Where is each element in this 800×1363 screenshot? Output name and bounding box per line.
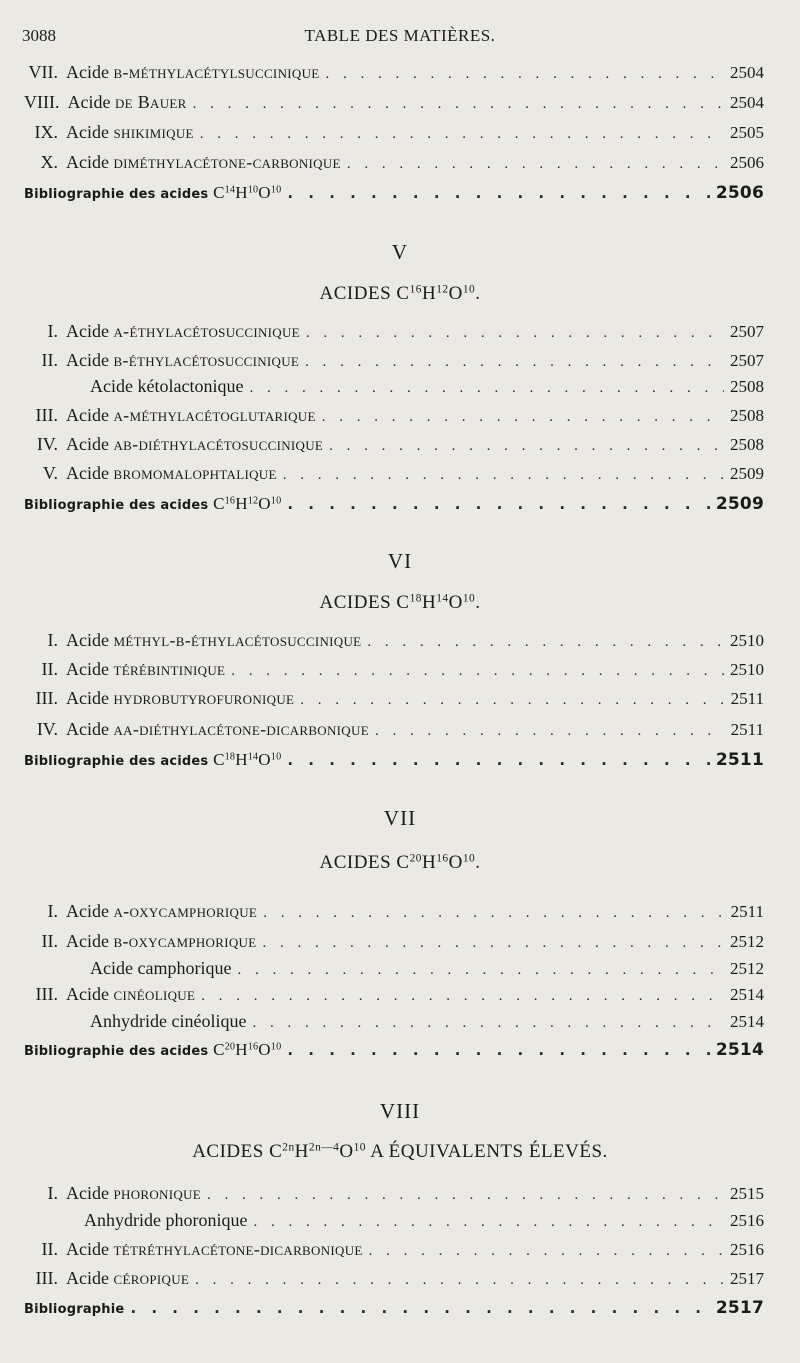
page-ref: 2517 [730, 1269, 764, 1288]
dot-leader [287, 495, 710, 513]
page-ref: 2511 [730, 720, 764, 739]
chemical-formula: $C^{18}H^{14}O^{10}$ [213, 750, 282, 769]
page-ref: 2511 [730, 902, 764, 921]
toc-subentry: Acide kétolactonique . . . 2508 [24, 376, 764, 397]
page-ref: 2504 [730, 93, 764, 112]
dot-leader [306, 325, 724, 342]
dot-leader [252, 1015, 724, 1032]
bibliography-entry: Bibliographie . . . 2517 [24, 1298, 764, 1318]
dot-leader [347, 156, 724, 173]
section-title: ACIDES $C^{2n}H^{2n—4}O^{10}$ A ÉQUIVALENTS ÉLEVÉS. [192, 1141, 608, 1162]
dot-leader [201, 988, 724, 1005]
section-numeral: VI [387, 549, 413, 573]
section-numeral: V [391, 240, 409, 264]
dot-leader [367, 634, 724, 651]
page-ref: 2512 [730, 932, 764, 951]
toc-entry: III. Acide α-méthylacétoglutarique . . . 2508 [24, 405, 764, 426]
running-title: TABLE DES MATIÈRES. [304, 26, 496, 45]
page-ref: 2512 [730, 959, 764, 978]
dot-leader [130, 1299, 709, 1317]
page-number: 3088 [22, 26, 56, 45]
section-numeral: VIII [379, 1099, 421, 1123]
dot-leader [300, 692, 724, 709]
toc-entry: III. Acide cinéolique . . . 2514 [24, 984, 764, 1005]
toc-entry: II. Acide β-éthylacétosuccinique . . . 2507 [24, 350, 764, 371]
toc-subentry: Anhydride phoronique . . . 2516 [24, 1210, 764, 1231]
toc-entry: X. Acide diméthylacétone-carbonique . . . 2506 [24, 152, 764, 173]
dot-leader [237, 962, 724, 979]
dot-leader [195, 1272, 724, 1289]
page-ref: 2510 [730, 660, 764, 679]
toc-subentry: Anhydride cinéolique . . . 2514 [24, 1011, 764, 1032]
page-header [22, 26, 778, 56]
dot-leader [249, 380, 724, 397]
dot-leader [207, 1187, 724, 1204]
page-ref: 2504 [730, 63, 764, 82]
dot-leader [200, 126, 724, 143]
page-ref: 2514 [715, 1040, 764, 1060]
toc-entry: I. Acide α-oxycamphorique . . . 2511 [24, 901, 764, 922]
dot-leader [287, 184, 710, 202]
toc-entry: I. Acide α-éthylacétosuccinique . . . 2507 [24, 321, 764, 342]
page-ref: 2514 [730, 1012, 764, 1031]
toc-entry: II. Acide tétréthylacétone-dicarbonique . . . 2516 [24, 1239, 764, 1260]
toc-subentry: Acide camphorique . . . 2512 [24, 958, 764, 979]
toc-entry: II. Acide β-oxycamphorique . . . 2512 [24, 931, 764, 952]
page-ref: 2508 [730, 406, 764, 425]
page-ref: 2507 [730, 351, 764, 370]
toc-entry: V. Acide bromomalophtalique . . . 2509 [24, 463, 764, 484]
dot-leader [375, 723, 725, 740]
section-title: ACIDES $C^{16}H^{12}O^{10}$. [319, 283, 481, 304]
dot-leader [262, 935, 724, 952]
chemical-formula: $C^{20}H^{16}O^{10}$ [213, 1040, 282, 1059]
toc-entry: I. Acide méthyl-β-éthylacétosuccinique . . . 2510 [24, 630, 764, 651]
page-ref: 2511 [715, 750, 764, 770]
dot-leader [231, 663, 724, 680]
toc-entry: IV. Acide αβ-diéthylacétosuccinique . . . 2508 [24, 434, 764, 455]
page-ref: 2509 [730, 464, 764, 483]
bibliography-entry: Bibliographie des acides $C^{14}H^{10}O^{10}$ . . . 2506 [24, 183, 764, 203]
dot-leader [253, 1214, 724, 1231]
dot-leader [263, 905, 724, 922]
toc-entry: IV. Acide αα-diéthylacétone-dicarbonique . . . 2511 [24, 719, 764, 740]
dot-leader [329, 438, 724, 455]
dot-leader [283, 467, 724, 484]
page-ref: 2506 [715, 183, 764, 203]
dot-leader [326, 66, 724, 83]
section-numeral: VII [383, 806, 417, 830]
page-ref: 2515 [730, 1184, 764, 1203]
dot-leader [369, 1243, 724, 1260]
bibliography-entry: Bibliographie des acides $C^{16}H^{12}O^{10}$ . . . 2509 [24, 494, 764, 514]
page-ref: 2509 [715, 494, 764, 514]
section-title: ACIDES $C^{18}H^{14}O^{10}$. [319, 592, 481, 613]
page-ref: 2508 [730, 377, 764, 396]
toc-entry: III. Acide hydrobutyrofuronique . . . 2511 [24, 688, 764, 709]
dot-leader [305, 354, 724, 371]
toc-entry: IX. Acide shikimique . . . 2505 [24, 122, 764, 143]
page-ref: 2508 [730, 435, 764, 454]
toc-entry: VII. Acide β-méthylacétylsuccinique . . . 2504 [24, 62, 764, 83]
bibliography-entry: Bibliographie des acides $C^{18}H^{14}O^{10}$ . . . 2511 [24, 750, 764, 770]
page-ref: 2514 [730, 985, 764, 1004]
bibliography-entry: Bibliographie des acides $C^{20}H^{16}O^{10}$ . . . 2514 [24, 1040, 764, 1060]
chemical-formula: $C^{16}H^{12}O^{10}$ [213, 494, 282, 513]
dot-leader [287, 1041, 710, 1059]
section-title: ACIDES $C^{20}H^{16}O^{10}$. [319, 852, 481, 873]
dot-leader [193, 96, 724, 113]
page-ref: 2517 [715, 1298, 764, 1318]
page-ref: 2516 [730, 1211, 764, 1230]
toc-entry: VIII. Acide de Bauer . . . 2504 [24, 92, 764, 113]
page-ref: 2505 [730, 123, 764, 142]
toc-entry: I. Acide phoronique . . . 2515 [24, 1183, 764, 1204]
page-ref: 2506 [730, 153, 764, 172]
page-ref: 2516 [730, 1240, 764, 1259]
chemical-formula: $C^{14}H^{10}O^{10}$ [213, 183, 282, 202]
page-ref: 2511 [730, 689, 764, 708]
dot-leader [287, 751, 710, 769]
toc-entry: II. Acide térébintinique . . . 2510 [24, 659, 764, 680]
page-ref: 2507 [730, 322, 764, 341]
dot-leader [322, 409, 724, 426]
toc-entry: III. Acide céropique . . . 2517 [24, 1268, 764, 1289]
page-ref: 2510 [730, 631, 764, 650]
